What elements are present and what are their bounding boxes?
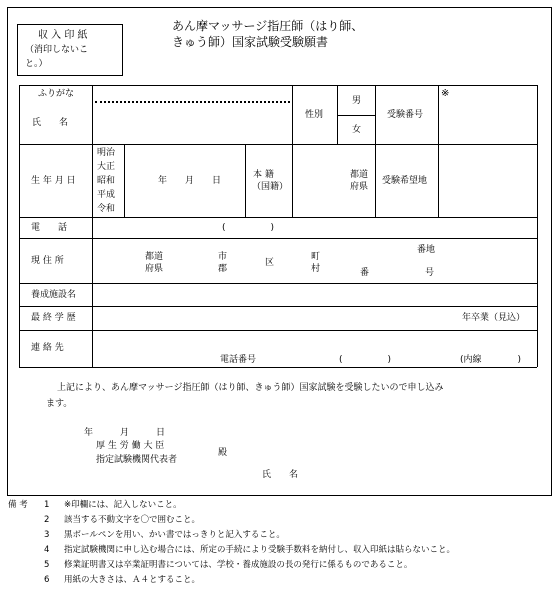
address-pref-1: 都道: [145, 252, 164, 262]
era-taisho[interactable]: 大正: [97, 162, 116, 172]
stamp-note-1: （消印しないこ: [25, 45, 89, 55]
note-item: [44, 575, 455, 590]
notes-label: 備 考: [8, 500, 28, 510]
contact-phone-label: 電話番号: [220, 355, 257, 365]
address-county: 郡: [218, 264, 228, 274]
stamp-label: 収 入 印 紙: [38, 30, 88, 41]
note-number: 2: [44, 515, 50, 525]
row-line: [19, 217, 537, 218]
birthdate-label: 生 年 月 日: [31, 176, 76, 186]
note-text: 黒ボールペンを用い、かい書ではっきりと記入すること。: [64, 530, 285, 540]
notes-list: [44, 500, 455, 590]
applicant-name-label: 氏 名: [262, 470, 299, 480]
era-options: [97, 146, 123, 216]
table-bottom-border: [19, 367, 537, 368]
phone-field[interactable]: ( ): [222, 223, 275, 233]
furigana-label: ふりがな: [38, 89, 75, 99]
address-label: 現 住 所: [31, 256, 64, 266]
note-text: ※印欄には、記入しないこと。: [64, 500, 182, 510]
col-line: [337, 85, 338, 144]
col-line: [245, 144, 246, 217]
honseki-pref-1: 都道: [350, 170, 369, 180]
gender-male-option[interactable]: 男: [352, 96, 362, 106]
address-go: 号: [425, 268, 435, 278]
note-item: [44, 515, 455, 530]
note-item: [44, 545, 455, 560]
note-item: [44, 560, 455, 575]
col-line: [375, 85, 376, 217]
gender-female-option[interactable]: 女: [352, 125, 362, 135]
table-left-border: [19, 85, 20, 367]
exam-location-label: 受験希望地: [382, 176, 428, 186]
exam-number-label: 受験番号: [387, 110, 424, 120]
address-ban: 番: [360, 268, 370, 278]
note-text: 修業証明書又は卒業証明書については、学校・養成施設の長の発行に係るものであること。: [64, 560, 413, 570]
note-item: [44, 530, 455, 545]
note-number: 4: [44, 545, 50, 555]
birthdate-ymd[interactable]: 年 月 日: [158, 176, 222, 186]
stamp-note-2: と。）: [25, 59, 48, 69]
note-item: [44, 500, 455, 515]
address-village: 村: [311, 264, 321, 274]
era-heisei[interactable]: 平成: [97, 190, 116, 200]
nationality-label: （国籍）: [252, 182, 289, 192]
addressee-minister: 厚 生 労 働 大 臣: [96, 441, 165, 451]
page-title: [172, 18, 363, 50]
declaration-line-2: ます。: [46, 399, 73, 409]
address-field[interactable]: [93, 239, 536, 282]
note-number: 1: [44, 500, 50, 510]
col-line: [124, 144, 125, 217]
declaration-line-1: 上記により、あん摩マッサージ指圧師（はり師、きゅう師）国家試験を受験したいので申し込み: [57, 383, 444, 393]
address-pref-2: 府県: [145, 264, 164, 274]
honseki-label: 本 籍: [253, 170, 274, 180]
education-field[interactable]: [93, 307, 453, 329]
exam-location-field[interactable]: [439, 145, 536, 216]
education-label: 最 終 学 歴: [31, 313, 76, 323]
school-field[interactable]: [93, 284, 536, 305]
applicant-signature-field[interactable]: [300, 465, 480, 483]
addressee-representative: 指定試験機関代表者: [96, 455, 178, 465]
address-ward: 区: [265, 258, 275, 268]
contact-phone-field[interactable]: ( ): [339, 355, 392, 365]
note-text: 該当する不動文字を〇で囲むこと。: [64, 515, 201, 525]
school-label: 養成施設名: [31, 290, 77, 300]
office-use-mark: ※: [441, 88, 450, 99]
note-number: 3: [44, 530, 50, 540]
note-text: 指定試験機関に申し込む場合には、所定の手続により受験手数料を納付し、収入印紙は貼らないこと。: [64, 545, 456, 555]
contact-label: 連 絡 先: [31, 343, 64, 353]
title-line-1: あん摩マッサージ指圧師（はり師、: [172, 19, 364, 33]
address-city: 市: [218, 252, 228, 262]
address-town: 町: [311, 252, 321, 262]
phone-label: 電 話: [31, 223, 68, 233]
name-label: 氏 名: [32, 118, 69, 128]
note-text: 用紙の大きさは、Ａ４とすること。: [64, 575, 201, 585]
note-number: 5: [44, 560, 50, 570]
era-showa[interactable]: 昭和: [97, 176, 116, 186]
era-reiwa[interactable]: 令和: [97, 204, 116, 214]
table-right-border: [537, 85, 538, 367]
graduation-year: 年卒業（見込）: [462, 313, 526, 323]
gender-divider: [337, 115, 375, 116]
era-meiji[interactable]: 明治: [97, 148, 116, 158]
address-banchi: 番地: [417, 245, 436, 255]
exam-number-field: [439, 86, 536, 143]
title-line-2: きゅう師）国家試験受験願書: [172, 35, 329, 49]
gender-label: 性別: [305, 110, 324, 120]
contact-field[interactable]: [93, 331, 536, 351]
contact-extension-field[interactable]: (内線 ): [460, 355, 522, 365]
name-field[interactable]: [93, 103, 291, 143]
honseki-pref-2: 府県: [350, 182, 369, 192]
honseki-field[interactable]: [293, 145, 343, 216]
application-date[interactable]: 年 月 日: [84, 428, 166, 438]
addressee-honorific: 殿: [218, 448, 228, 458]
note-number: 6: [44, 575, 50, 585]
